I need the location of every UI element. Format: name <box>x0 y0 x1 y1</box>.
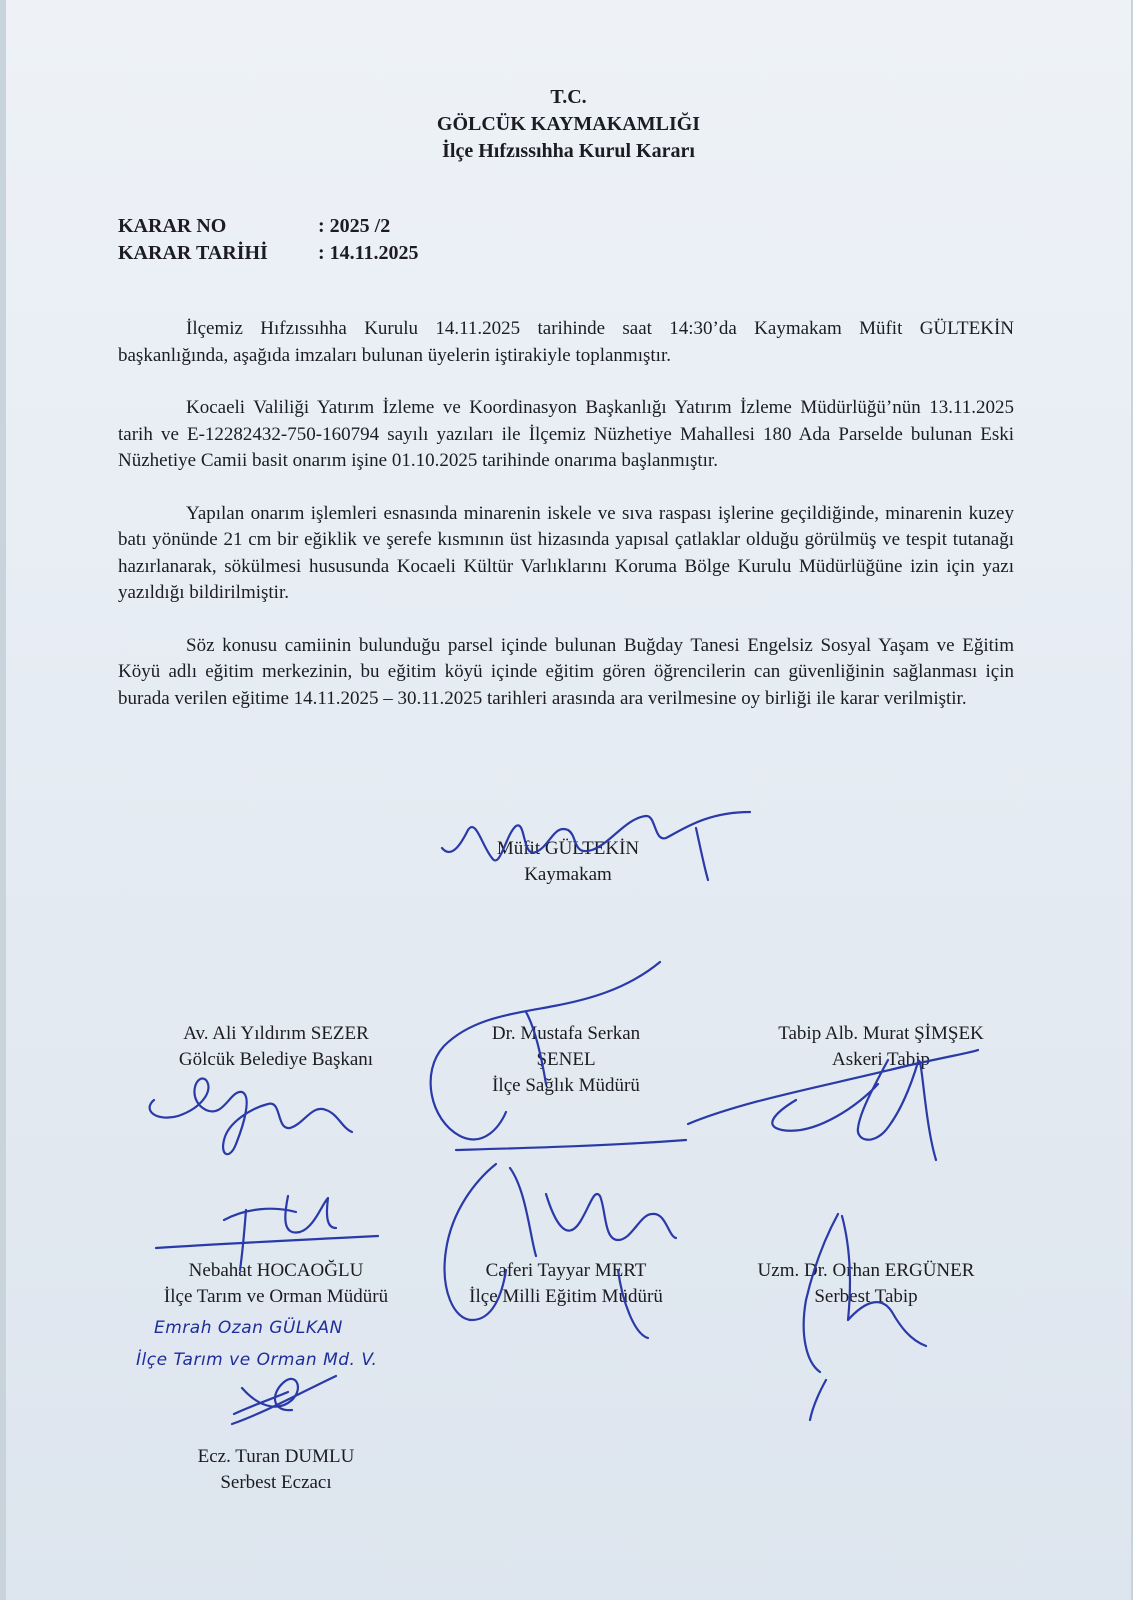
agriculture-title: İlçe Tarım ve Orman Müdürü <box>163 1286 389 1307</box>
signature-military <box>736 1021 1026 1073</box>
signature-chair <box>468 836 668 888</box>
paragraph-4: Söz konusu camiinin bulunduğu parsel içinde bulunan Buğday Tanesi Engelsiz Sosyal Yaşam ve Eğitim Köyü adlı eğitim merkezinin, bu eğitim köyü içinde eğitim gören öğrencilerin can güvenliğinin sağlanması için burada verilen eğitime 14.11.2025 – 30.11.2025 tarihleri arasında ara verilmesine oy birliği ile karar verilmiştir. <box>118 634 1014 709</box>
handwritten-deputy-title: İlçe Tarım ve Orman Md. V. <box>136 1350 378 1370</box>
decision-date-row <box>118 240 419 267</box>
signature-mayor-ink <box>150 1079 352 1155</box>
signature-education <box>431 1258 701 1310</box>
signature-doctor-ink <box>804 1214 926 1420</box>
header-subtitle: İlçe Hıfzıssıhha Kurul Kararı <box>442 140 695 162</box>
mayor-name: Av. Ali Yıldırım SEZER <box>183 1023 369 1044</box>
document-header <box>6 84 1131 165</box>
health-title: İlçe Sağlık Müdürü <box>492 1075 640 1096</box>
mayor-title: Gölcük Belediye Başkanı <box>178 1049 374 1070</box>
signature-pharmacist <box>146 1444 406 1496</box>
chair-name: Müfit GÜLTEKİN <box>496 838 640 859</box>
paragraph-2: Kocaeli Valiliği Yatırım İzleme ve Koordinasyon Başkanlığı Yatırım İzleme Müdürlüğü’nün 13.11.2025 tarih ve E-12282432-750-160794 sayılı yazıları ile İlçemiz Nüzhetiye Mahallesi 180 Ada Parselde bulunan Eski Nüzhetiye Camii basit onarım işine 01.10.2025 tarihinde onarıma başlanmıştır. <box>118 397 1014 471</box>
signature-doctor <box>716 1258 1016 1310</box>
decision-no-label: KARAR NO <box>118 215 227 237</box>
signature-health <box>436 1021 696 1099</box>
education-name: Caferi Tayyar MERT <box>485 1260 647 1281</box>
health-title1: Dr. Mustafa Serkan <box>491 1023 641 1044</box>
agriculture-name: Nebahat HOCAOĞLU <box>188 1260 364 1281</box>
chair-title: Kaymakam <box>524 864 612 885</box>
signature-agriculture <box>126 1258 426 1310</box>
header-tc: T.C. <box>550 86 587 108</box>
document-page <box>6 0 1131 1600</box>
paragraph-3: Yapılan onarım işlemleri esnasında minarenin iskele ve sıva raspası işlerine geçildiğinde, minarenin kuzey batı yönünde 21 cm bir eğiklik ve şerefe kısmının üst hizasında yapısal çatlaklar olduğu görülmüş ve tespit tutanağı hazırlanarak, sökülmesi hususunda Kocaeli Kültür Varlıklarını Koruma Bölge Kurulu Müdürlüğüne izin için yazı yazıldığı bildirilmiştir. <box>118 502 1014 603</box>
paragraph-1: İlçemiz Hıfzıssıhha Kurulu 14.11.2025 tarihinde saat 14:30’da Kaymakam Müfit GÜLTEKİN başkanlığında, aşağıda imzaları bulunan üyelerin iştirakiyle toplanmıştır. <box>118 318 1014 366</box>
pharmacist-title: Serbest Eczacı <box>220 1472 332 1493</box>
decision-no-row <box>118 213 419 240</box>
doctor-name: Uzm. Dr. Orhan ERGÜNER <box>757 1260 975 1281</box>
signature-pharmacist-ink <box>232 1376 336 1424</box>
handwritten-deputy-name: Emrah Ozan GÜLKAN <box>154 1318 343 1338</box>
decision-body <box>118 316 1014 738</box>
decision-meta <box>118 213 419 267</box>
header-institution: GÖLCÜK KAYMAKAMLIĞI <box>436 113 701 135</box>
decision-no-value: : 2025 /2 <box>318 215 391 237</box>
education-title: İlçe Milli Eğitim Müdürü <box>469 1286 663 1307</box>
health-name: ŞENEL <box>536 1049 596 1070</box>
military-name: Tabip Alb. Murat ŞİMŞEK <box>778 1023 984 1044</box>
decision-date-label: KARAR TARİHİ <box>118 242 268 264</box>
doctor-title: Serbest Tabip <box>814 1286 918 1307</box>
military-title: Askeri Tabip <box>831 1049 931 1070</box>
decision-date-value: : 14.11.2025 <box>318 242 419 264</box>
signature-mayor <box>126 1021 426 1073</box>
pharmacist-name: Ecz. Turan DUMLU <box>197 1446 355 1467</box>
